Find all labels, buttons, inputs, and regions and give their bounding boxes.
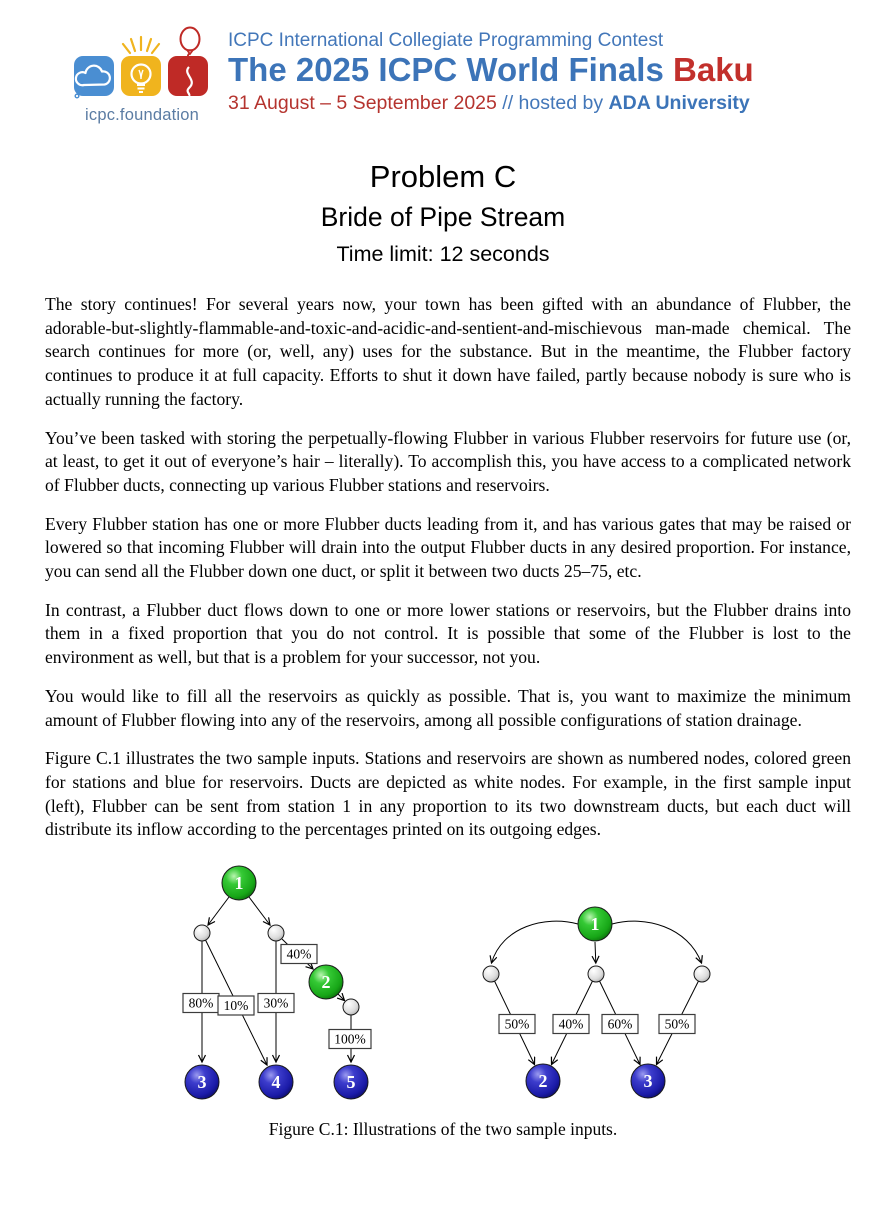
event-title — [228, 53, 754, 88]
reservoir-node-4 — [259, 1065, 293, 1099]
station-node-1 — [578, 907, 612, 941]
host-university: ADA University — [608, 91, 750, 114]
duct-node — [268, 925, 284, 941]
paragraph-1: The story continues! For several years now, your town has been gifted with an abundance of Flubber, the adorable-but-slightly-flammable-and-toxic-and-acidic-and-sentient-and-mischievous man-made chemical. The search continues for more (or, well, any) uses for the substance. But in the meantime, the Flubber factory continues to produce it at full capacity. Efforts to shut it down have failed, partly because nobody is sure who is actually running the factory. — [45, 294, 851, 409]
edge-1-ductA — [208, 897, 229, 925]
lightbulb-icon — [121, 56, 161, 96]
edge-label-40pct — [553, 1015, 589, 1034]
svg-text:1: 1 — [234, 873, 244, 894]
svg-text:4: 4 — [271, 1072, 281, 1093]
edge-1-ductB — [249, 897, 270, 925]
paragraph-5: You would like to fill all the reservoirs as quickly as possible. That is, you want to maximize the minimum amount of Flubber flowing into any of the reservoirs, among all possible configurations of station drainage. — [45, 685, 851, 730]
edge-label-40pct — [281, 945, 317, 964]
icpc-foundation-logo — [72, 26, 212, 125]
svg-text:100%: 100% — [334, 1031, 366, 1047]
svg-text:50%: 50% — [664, 1016, 690, 1032]
edge-label-80pct — [183, 994, 219, 1013]
icpc-logo-graphic — [72, 26, 212, 100]
paragraph-2: You’ve been tasked with storing the perpetually-flowing Flubber in various Flubber reservoirs for future use (or, at least, to get it out of everyone’s hair – literally). To accomplish this, you have access to a complicated network of Flubber ducts, connecting up various Flubber stations and reservoirs. — [45, 427, 851, 495]
duct-node — [343, 999, 359, 1015]
edge-label-50pct-right — [659, 1015, 695, 1034]
problem-title-block — [0, 159, 886, 267]
time-limit: Time limit: 12 seconds — [336, 242, 550, 266]
svg-text:40%: 40% — [558, 1016, 584, 1032]
figure-caption: Figure C.1: Illustrations of the two sample inputs. — [268, 1119, 618, 1140]
svg-text:2: 2 — [538, 1071, 548, 1092]
edge-1-ductA — [492, 921, 579, 963]
svg-text:3: 3 — [197, 1072, 207, 1093]
station-node-1 — [222, 866, 256, 900]
event-title-main: The 2025 ICPC World Finals — [228, 51, 674, 88]
duct-node — [194, 925, 210, 941]
edge-label-30pct — [258, 994, 294, 1013]
svg-text:30%: 30% — [263, 995, 289, 1011]
svg-text:2: 2 — [321, 972, 331, 993]
reservoir-node-2 — [526, 1064, 560, 1098]
svg-text:50%: 50% — [504, 1016, 530, 1032]
problem-number: Problem C — [369, 159, 517, 194]
duct-node — [694, 966, 710, 982]
contest-line: ICPC International Collegiate Programming Contest — [228, 30, 664, 51]
reservoir-node-3 — [185, 1065, 219, 1099]
reservoir-node-3 — [631, 1064, 665, 1098]
paragraph-3: Every Flubber station has one or more Flubber ducts leading from it, and has various gates that may be raised or lowered so that incoming Flubber will drain into the output Flubber ducts in any desired proportion. For instance, you can send all the Flubber down one duct, or split it between two ducts 25–75, etc. — [45, 513, 851, 582]
figure-c1 — [0, 857, 886, 1140]
svg-text:3: 3 — [643, 1071, 653, 1092]
svg-text:80%: 80% — [188, 995, 214, 1011]
duct-node — [483, 966, 499, 982]
svg-text:10%: 10% — [223, 998, 249, 1014]
paragraph-4: In contrast, a Flubber duct flows down to one or more lower stations or reservoirs, but the Flubber drains into them in a fixed proportion that you do not control. It is possible that some of the Flubber is lost to the environment as well, but that is a problem for your successor, not you. — [45, 599, 851, 668]
edge-label-60pct — [602, 1015, 638, 1034]
svg-text:60%: 60% — [607, 1016, 633, 1032]
header-text-block — [228, 26, 754, 125]
bulb-rays-icon — [123, 37, 159, 53]
paragraph-6: Figure C.1 illustrates the two sample inputs. Stations and reservoirs are shown as numbered nodes, colored green for stations and blue for reservoirs. Ducts are depicted as white nodes. For example, in the first sample input (left), Flubber can be sent from station 1 in any proportion to its two downstream ducts, but each duct will distribute its inflow according to the percentages printed on its outgoing edges. — [45, 748, 851, 840]
edge-1-ductB — [595, 942, 596, 963]
event-title-city: Baku — [673, 51, 754, 88]
svg-text:1: 1 — [590, 914, 600, 935]
left-sample-graph — [183, 866, 371, 1099]
right-sample-graph — [483, 907, 710, 1098]
edge-1-ductC — [612, 921, 702, 963]
duct-node — [588, 966, 604, 982]
station-node-2 — [309, 965, 343, 999]
edge-label-10pct — [218, 996, 254, 1015]
reservoir-node-5 — [334, 1065, 368, 1099]
problem-name: Bride of Pipe Stream — [320, 202, 566, 232]
edge-label-100pct — [329, 1030, 371, 1049]
page-header — [0, 0, 886, 125]
cloud-icon — [74, 56, 114, 98]
event-dates-line — [228, 92, 754, 115]
problem-text — [45, 293, 851, 842]
svg-text:40%: 40% — [286, 946, 312, 962]
balloon-square-icon — [168, 56, 208, 96]
sample-input-diagrams — [0, 857, 886, 1109]
svg-text:5: 5 — [346, 1072, 356, 1093]
hosted-by-text: // hosted by — [502, 91, 609, 114]
event-dates: 31 August – 5 September 2025 — [228, 91, 503, 114]
edge-label-50pct-left — [499, 1015, 535, 1034]
icpc-foundation-label: icpc.foundation — [85, 106, 199, 124]
